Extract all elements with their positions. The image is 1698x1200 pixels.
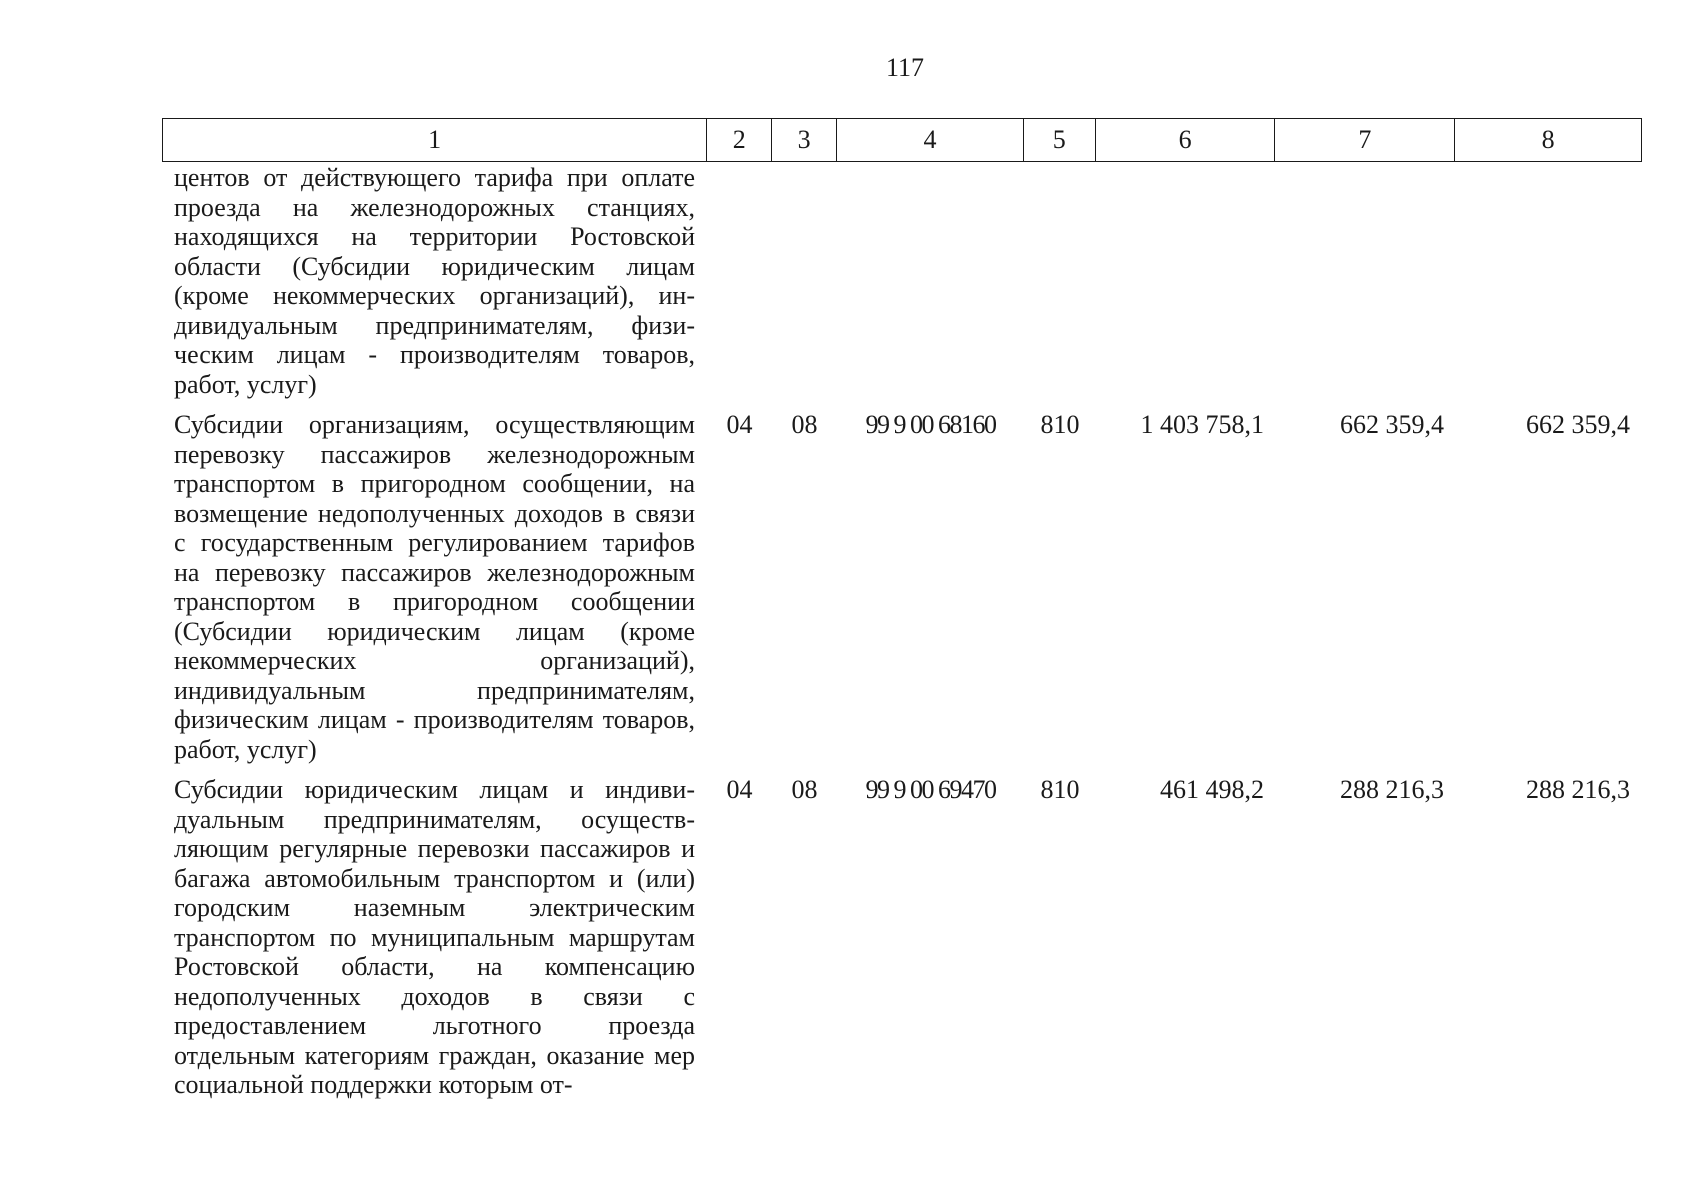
column-header-4: 4 [837,119,1024,161]
subsection-code: 08 [791,410,818,439]
table-column-header [162,118,1642,162]
row-description: центов от действующего тарифа при оплате проезда на железнодорожных станциях, находящихся на территории Ростовской области (Субсидии юридическим лицам (кроме некоммерческих организаций), индивидуальным предпринимателям, физическим лицам - производителям товаров, работ, услуг) [174,163,695,399]
expense-type-code: 810 [1040,410,1080,439]
column-header-6: 6 [1096,119,1276,161]
section-code: 04 [726,410,753,439]
column-header-8: 8 [1541,125,1555,154]
column-header-7: 7 [1275,119,1455,161]
row-description: Субсидии юридическим лицам и индивидуальным предпринимателям, осуществляющим регулярные перевозки пассажиров и багажа автомобильным транспортом и (или) городским наземным электрическим транспортом по муниципальным маршрутам Ростовской области, на компенсацию недополученных доходов в связи с предоставлением льготного проезда отдельным категориям граждан, оказание мер социальной поддержки которым от- [174,775,695,1099]
amount-col-8: 662 359,4 [1526,410,1630,439]
table-body [162,163,1642,1100]
column-header-3: 3 [772,119,837,161]
amount-col-7: 288 216,3 [1340,775,1444,804]
amount-col-7: 662 359,4 [1340,410,1444,439]
section-code: 04 [726,775,753,804]
target-article-code: 99 9 00 69470 [865,775,996,804]
table-row [162,410,1642,764]
column-header-1: 1 [163,119,707,161]
expense-type-code: 810 [1040,775,1080,804]
page-number: 117 [885,53,925,82]
column-header-5: 5 [1024,119,1096,161]
target-article-code: 99 9 00 68160 [865,410,996,439]
amount-col-6: 461 498,2 [1160,775,1264,804]
row-description: Субсидии организациям, осуществляющим перевозку пассажиров железнодорожным транспортом в пригородном сообщении, на возмещение недополученных доходов в связи с государственным регулированием тарифов на перевозку пассажиров железнодорожным транспортом в пригородном сообщении (Субсидии юридическим лицам (кроме некоммерческих организаций), индивидуальным предпринимателям, физическим лицам - производителям товаров, работ, услуг) [174,410,695,764]
amount-col-6: 1 403 758,1 [1140,410,1264,439]
table-row [162,775,1642,1100]
subsection-code: 08 [791,775,818,804]
amount-col-8: 288 216,3 [1526,775,1630,804]
column-header-2: 2 [707,119,772,161]
table-row [162,163,1642,399]
